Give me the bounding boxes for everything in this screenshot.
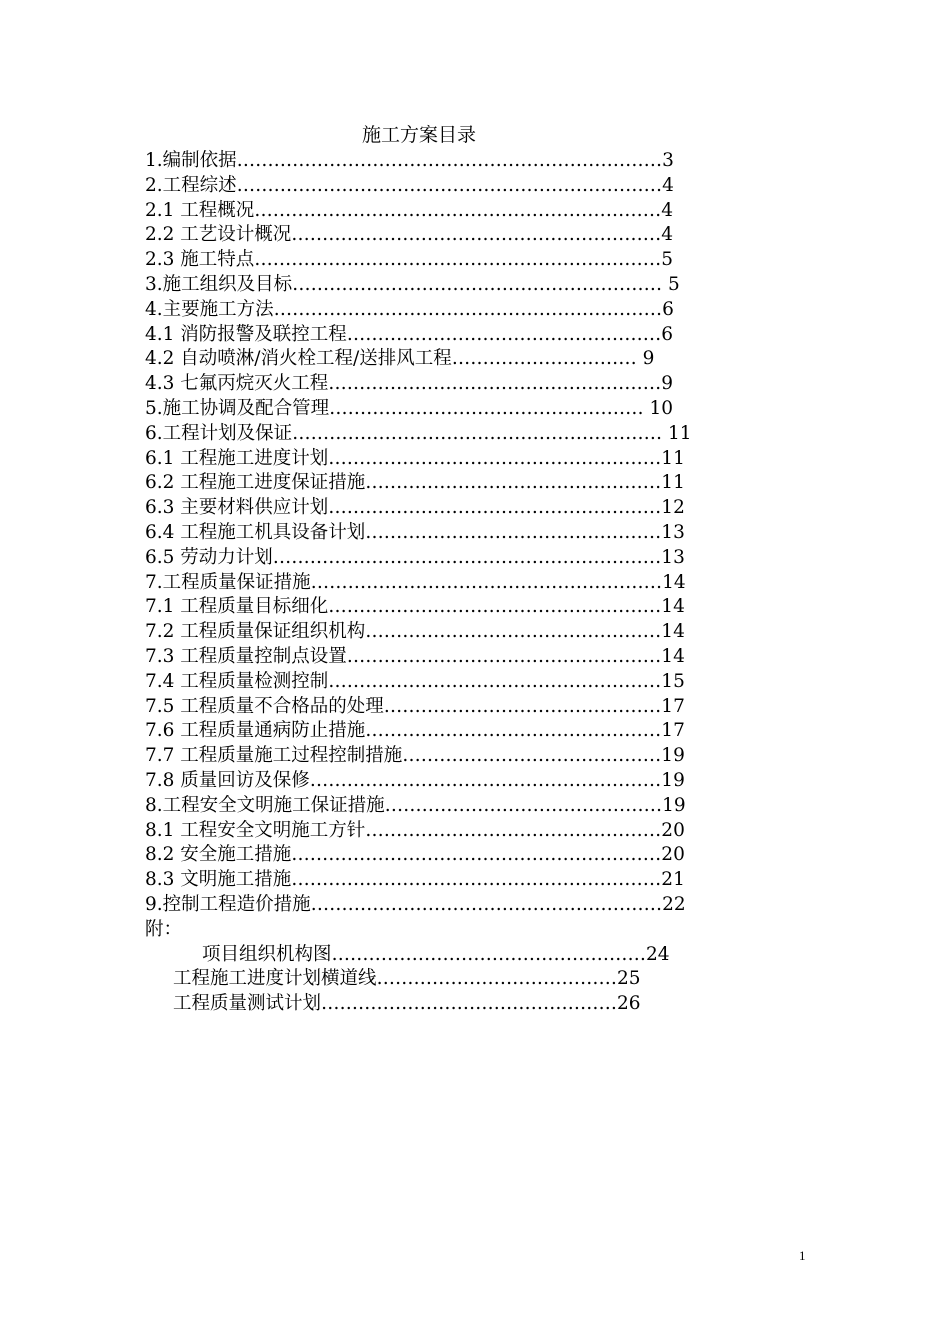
toc-entry-text: 2.3 施工特点…………………………………………………………5 (145, 249, 674, 271)
toc-entry (145, 372, 785, 397)
toc-entry-text: 6.5 劳动力计划………………………………………………………13 (145, 546, 685, 568)
toc-entry (145, 571, 785, 596)
toc-entry-text: 2.2 工艺设计概况……………………………………………………4 (145, 224, 674, 246)
toc-entry (145, 298, 785, 323)
toc-entry (145, 248, 785, 273)
toc-entry (145, 397, 785, 422)
toc-entry-text: 7.7 工程质量施工过程控制措施……………………………………19 (145, 745, 685, 767)
toc-entry (145, 620, 785, 645)
toc-list (145, 149, 785, 1017)
appendix-entry (145, 992, 785, 1017)
toc-entry (145, 819, 785, 844)
toc-entry-text: 8.工程安全文明施工保证措施………………………………………19 (145, 794, 686, 816)
toc-entry-text: 6.1 工程施工进度计划………………………………………………11 (145, 447, 685, 469)
toc-entry-text: 6.4 工程施工机具设备计划…………………………………………13 (145, 521, 685, 543)
toc-entry-text: 8.1 工程安全文明施工方针…………………………………………20 (145, 819, 685, 841)
toc-entry (145, 595, 785, 620)
toc-entry (145, 471, 785, 496)
toc-entry (145, 893, 785, 918)
toc-entry (145, 670, 785, 695)
toc-entry-text: 3.施工组织及目标…………………………………………………… 5 (145, 273, 680, 295)
appendix-entry-text: 工程施工进度计划横道线…………………………………25 (173, 968, 641, 990)
appendix-entry-text: 工程质量测试计划…………………………………………26 (173, 993, 641, 1015)
toc-entry-text: 7.8 质量回访及保修…………………………………………………19 (145, 769, 685, 791)
appendix-label: 附： (145, 918, 183, 940)
toc-entry-text: 4.1 消防报警及联控工程……………………………………………6 (145, 323, 674, 345)
toc-entry (145, 695, 785, 720)
appendix-entry (145, 967, 785, 992)
toc-entry (145, 744, 785, 769)
toc-entry-text: 4.主要施工方法………………………………………………………6 (145, 298, 674, 320)
toc-entry (145, 223, 785, 248)
toc-entry-text: 5.施工协调及配合管理…………………………………………… 10 (145, 397, 674, 419)
toc-entry-text: 7.4 工程质量检测控制………………………………………………15 (145, 670, 685, 692)
toc-entry (145, 521, 785, 546)
appendix-entry (145, 943, 785, 968)
appendix-entry-text: 项目组织机构图……………………………………………24 (202, 943, 670, 965)
toc-entry (145, 174, 785, 199)
toc-entry-text: 6.3 主要材料供应计划………………………………………………12 (145, 497, 685, 519)
toc-entry (145, 843, 785, 868)
toc-entry (145, 347, 785, 372)
toc-entry-text: 2.1 工程概况…………………………………………………………4 (145, 199, 674, 221)
page-number: 1 (799, 1248, 806, 1263)
toc-entry (145, 447, 785, 472)
toc-entry (145, 719, 785, 744)
toc-entry (145, 769, 785, 794)
toc-entry-text: 1.编制依据……………………………………………………………3 (145, 150, 674, 171)
toc-entry-text: 7.工程质量保证措施…………………………………………………14 (145, 571, 686, 593)
toc-entry (145, 323, 785, 348)
toc-entry-text: 4.3 七氟丙烷灭火工程………………………………………………9 (145, 373, 674, 395)
toc-entry-text: 7.3 工程质量控制点设置……………………………………………14 (145, 645, 685, 667)
toc-entry-text: 8.2 安全施工措施……………………………………………………20 (145, 844, 685, 866)
toc-entry (145, 422, 785, 447)
toc-entry (145, 149, 785, 174)
toc-entry-text: 9.控制工程造价措施…………………………………………………22 (145, 893, 686, 915)
toc-entry (145, 546, 785, 571)
toc-entry-text: 7.1 工程质量目标细化………………………………………………14 (145, 596, 685, 618)
toc-entry (145, 273, 785, 298)
toc-entry (145, 496, 785, 521)
toc-entry-text: 8.3 文明施工措施……………………………………………………21 (145, 869, 685, 891)
toc-entry (145, 794, 785, 819)
toc-entry (145, 199, 785, 224)
toc-entry-text: 4.2 自动喷淋/消火栓工程/送排风工程………………………… 9 (145, 348, 655, 370)
toc-entry-text: 2.工程综述……………………………………………………………4 (145, 174, 674, 196)
toc-title: 施工方案目录 (362, 124, 477, 146)
toc-entry-text: 7.2 工程质量保证组织机构…………………………………………14 (145, 621, 685, 643)
toc-entry (145, 868, 785, 893)
toc-entry (145, 645, 785, 670)
toc-entry-text: 6.2 工程施工进度保证措施…………………………………………11 (145, 472, 685, 494)
toc-entry-text: 7.6 工程质量通病防止措施…………………………………………17 (145, 720, 685, 742)
toc-entry-text: 6.工程计划及保证…………………………………………………… 11 (145, 422, 692, 444)
toc-entry-text: 7.5 工程质量不合格品的处理………………………………………17 (145, 695, 685, 717)
